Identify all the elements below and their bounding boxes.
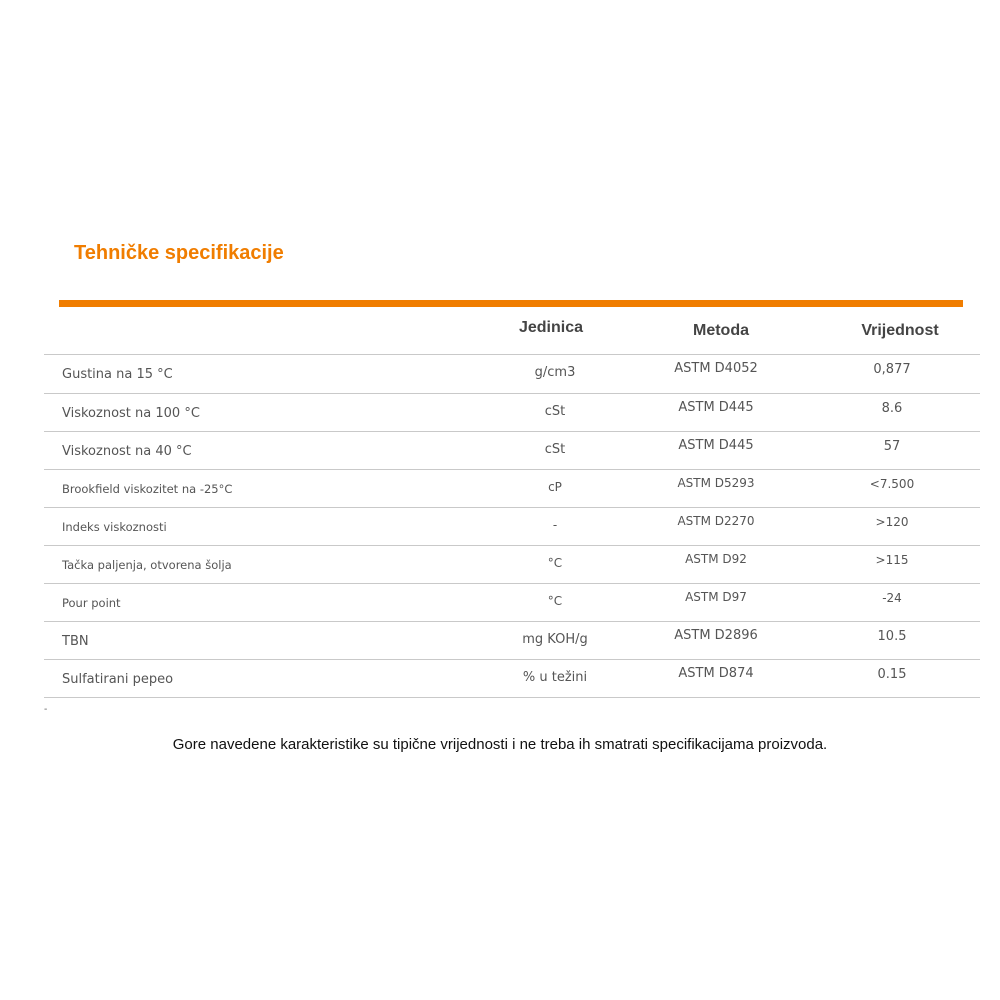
header-method: Metoda [693,322,749,339]
property-method: ASTM D97 [685,590,747,604]
property-name: Brookfield viskozitet na -25°C [62,482,233,496]
table-row [44,432,980,470]
property-name: Viskoznost na 40 °C [62,444,192,459]
table-row [44,470,980,508]
property-unit: cP [548,480,562,494]
table-body [44,355,980,698]
property-method: ASTM D445 [678,400,754,415]
footnote: Gore navedene karakteristike su tipične vrijednosti i ne treba ih smatrati specifikacijama proizvoda. [172,736,828,753]
table-row [44,355,980,394]
property-unit: °C [547,594,563,608]
property-value: -24 [882,591,902,605]
property-value: 10.5 [877,629,907,644]
page-title: Tehničke specifikacije [74,242,284,264]
property-name: TBN [62,634,89,649]
property-method: ASTM D92 [685,552,747,566]
property-name: Tačka paljenja, otvorena šolja [62,558,232,572]
property-method: ASTM D4052 [674,361,758,376]
header-value: Vrijednost [861,322,939,339]
property-method: ASTM D5293 [677,476,755,490]
property-method: ASTM D2896 [674,628,758,643]
property-value: 57 [883,439,901,454]
spec-table [44,307,980,698]
table-row [44,394,980,432]
stray-dash-mark: - [44,704,48,715]
property-unit: - [552,518,558,532]
property-value: 8.6 [881,401,903,416]
property-unit: °C [547,556,563,570]
property-method: ASTM D445 [678,438,754,453]
property-value: 0.15 [877,667,907,682]
property-value: >120 [875,515,909,529]
property-value: >115 [875,553,909,567]
property-unit: g/cm3 [534,365,576,380]
table-row [44,622,980,660]
orange-divider [59,300,963,307]
table-header-row [44,307,980,355]
property-name: Viskoznost na 100 °C [62,406,200,421]
table-row [44,660,980,698]
property-name: Sulfatirani pepeo [62,672,174,687]
property-unit: cSt [544,404,566,419]
property-unit: mg KOH/g [522,632,588,647]
table-row [44,584,980,622]
property-method: ASTM D2270 [677,514,755,528]
property-name: Pour point [62,596,121,610]
property-unit: cSt [544,442,566,457]
property-value: 0,877 [873,362,911,377]
property-unit: % u težini [522,670,588,685]
property-method: ASTM D874 [678,666,754,681]
property-name: Gustina na 15 °C [62,367,173,382]
property-value: <7.500 [869,477,915,491]
table-row [44,508,980,546]
header-unit: Jedinica [518,319,584,336]
table-row [44,546,980,584]
property-name: Indeks viskoznosti [62,520,167,534]
